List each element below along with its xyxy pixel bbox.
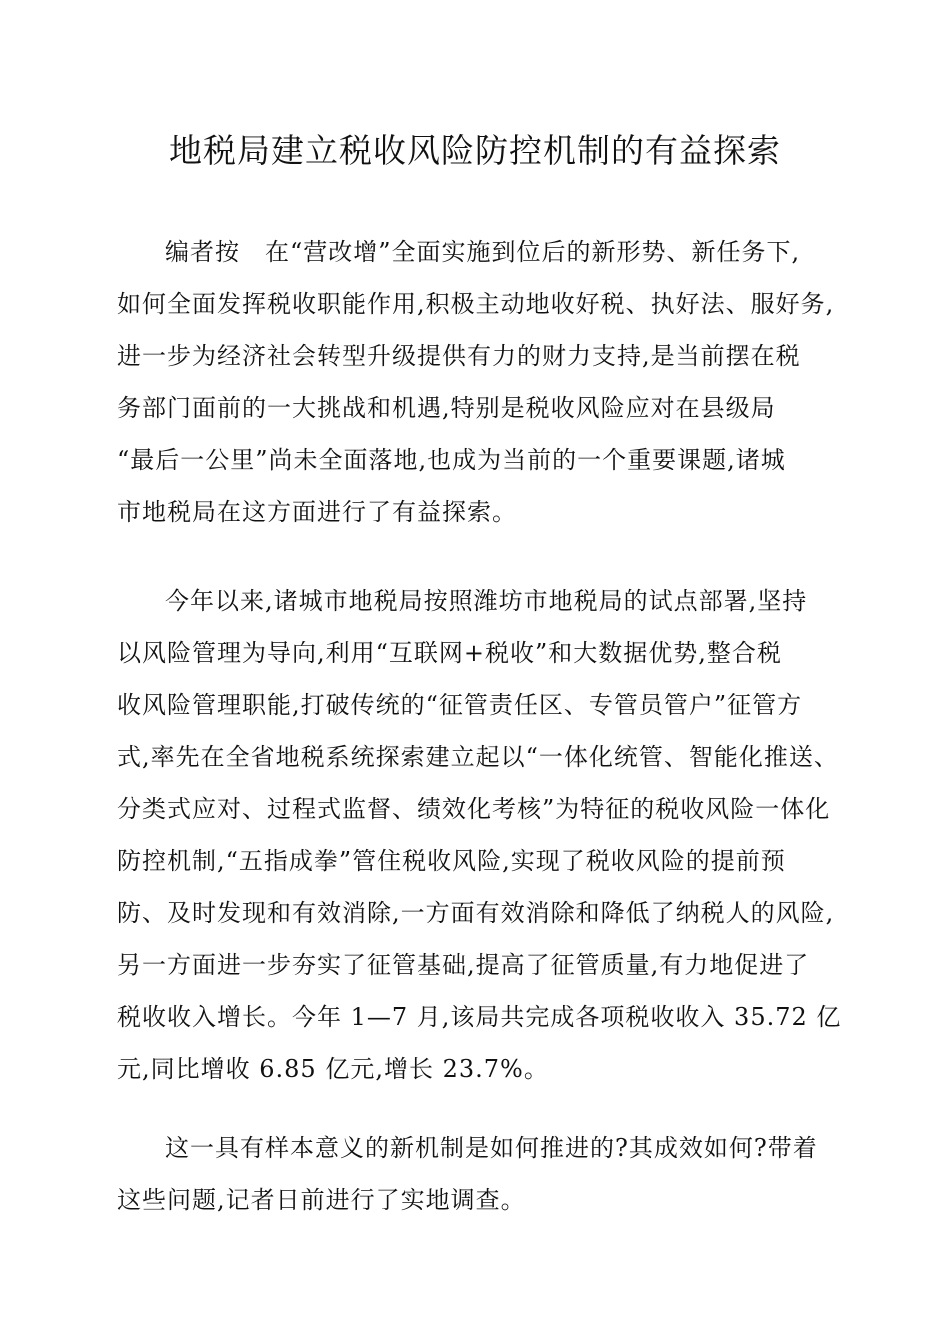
paragraph-line: 这一具有样本意义的新机制是如何推进的?其成效如何?带着 [165,1134,818,1162]
paragraph-line: 另一方面进一步夯实了征管基础,提高了征管质量,有力地促进了 [117,951,810,979]
paragraph-line: 式,率先在全省地税系统探索建立起以“一体化统管、智能化推送、 [117,743,839,771]
paragraph-line: 防、及时发现和有效消除,一方面有效消除和降低了纳税人的风险, [117,899,835,927]
paragraph-line: 税收收入增长。今年 1—7 月,该局共完成各项税收收入 35.72 亿 [117,1003,842,1031]
body-paragraph [117,575,857,1095]
paragraph-line: 编者按 在“营改增”全面实施到位后的新形势、新任务下, [165,238,801,266]
paragraph-line: 市地税局在这方面进行了有益探索。 [117,498,517,526]
document-title: 地税局建立税收风险防控机制的有益探索 [169,131,781,170]
paragraph-line: 分类式应对、过程式监督、绩效化考核”为特征的税收风险一体化 [117,795,831,823]
paragraph-line: 如何全面发挥税收职能作用,积极主动地收好税、执好法、服好务, [117,290,835,318]
paragraph-line: 以风险管理为导向,利用“互联网+税收”和大数据优势,整合税 [117,639,782,667]
paragraph-line: 收风险管理职能,打破传统的“征管责任区、专管员管户”征管方 [117,691,803,719]
paragraph-line: 元,同比增收 6.85 亿元,增长 23.7%。 [117,1055,549,1083]
paragraph-line: 进一步为经济社会转型升级提供有力的财力支持,是当前摆在税 [117,342,801,370]
editor-note-paragraph [117,226,857,538]
paragraph-line: “最后一公里”尚未全面落地,也成为当前的一个重要课题,诸城 [117,446,786,474]
body-paragraph [117,1122,857,1226]
paragraph-line: 今年以来,诸城市地税局按照潍坊市地税局的试点部署,坚持 [165,587,808,615]
paragraph-line: 这些问题,记者日前进行了实地调查。 [117,1186,526,1214]
paragraph-line: 务部门面前的一大挑战和机遇,特别是税收风险应对在县级局 [117,394,776,422]
paragraph-line: 防控机制,“五指成拳”管住税收风险,实现了税收风险的提前预 [117,847,786,875]
